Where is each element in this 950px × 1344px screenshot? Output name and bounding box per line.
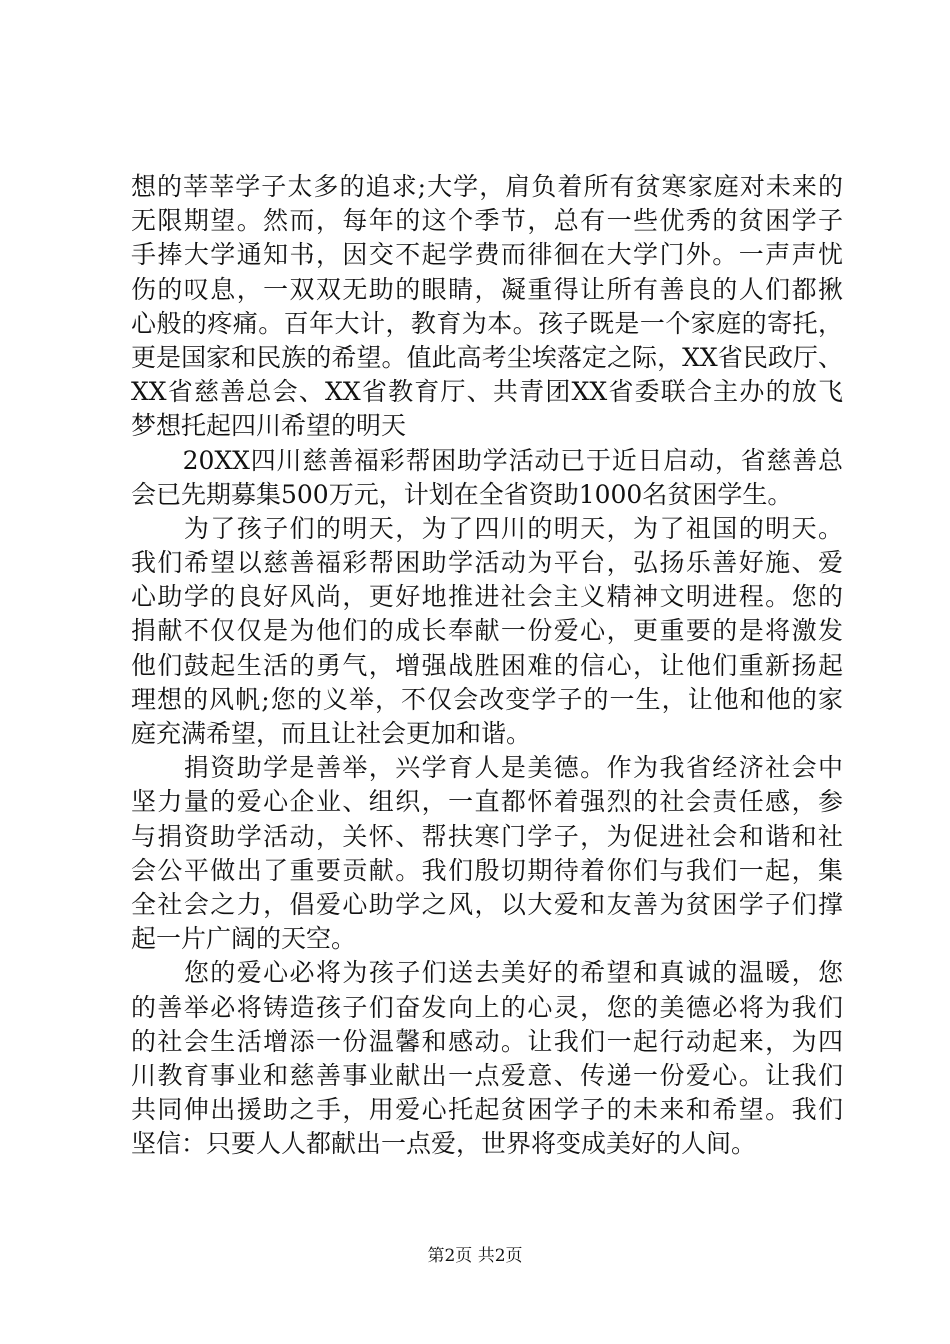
text-line: 会已先期募集500万元，计划在全省资助1000名贫困学生。 [131, 479, 793, 509]
text-line: 20XX四川慈善福彩帮困助学活动已于近日启动，省慈善总 [131, 445, 843, 475]
text-line: 庭充满希望，而且让社会更加和谐。 [131, 719, 532, 748]
text-line: 坚力量的爱心企业、组织，一直都怀着强烈的社会责任感，参 [131, 787, 843, 817]
text-line: 想的莘莘学子太多的追求;大学，肩负着所有贫寒家庭对未来的 [131, 172, 843, 201]
text-line: 捐资助学是善举，兴学育人是美德。作为我省经济社会中 [131, 753, 843, 783]
text-line: 的社会生活增添一份温馨和感动。让我们一起行动起来，为四 [131, 1026, 843, 1056]
text-line: 伤的叹息，一双双无助的眼睛，凝重得让所有善良的人们都揪 [131, 274, 843, 304]
text-line: 手捧大学通知书，因交不起学费而徘徊在大学门外。一声声忧 [131, 240, 843, 270]
text-line: 的善举必将铸造孩子们奋发向上的心灵，您的美德必将为我们 [131, 992, 843, 1022]
text-line: 与捐资助学活动，关怀、帮扶寒门学子，为促进社会和谐和社 [131, 821, 843, 851]
text-line: 理想的风帆;您的义举，不仅会改变学子的一生，让他和他的家 [131, 684, 843, 714]
text-line: 您的爱心必将为孩子们送去美好的希望和真诚的温暖，您 [131, 958, 843, 988]
text-line: 捐献不仅仅是为他们的成长奉献一份爱心，更重要的是将激发 [131, 616, 843, 646]
text-line: 会公平做出了重要贡献。我们殷切期待着你们与我们一起，集 [131, 855, 843, 885]
text-line: 我们希望以慈善福彩帮困助学活动为平台，弘扬乐善好施、爱 [131, 548, 843, 578]
text-line: 起一片广阔的天空。 [131, 924, 357, 954]
text-line: 全社会之力，倡爱心助学之风，以大爱和友善为贫困学子们撑 [131, 889, 843, 919]
text-line: 他们鼓起生活的勇气，增强战胜困难的信心，让他们重新扬起 [131, 650, 843, 680]
text-line: 心助学的良好风尚，更好地推进社会主义精神文明进程。您的 [131, 582, 843, 612]
text-line: 川教育事业和慈善事业献出一点爱意、传递一份爱心。让我们 [131, 1060, 843, 1090]
text-line: 更是国家和民族的希望。值此高考尘埃落定之际，XX省民政厅、 [131, 342, 843, 372]
text-line: 为了孩子们的明天，为了四川的明天，为了祖国的明天。 [131, 513, 843, 543]
text-line: XX省慈善总会、XX省教育厅、共青团XX省委联合主办的放飞 [131, 377, 843, 407]
text-line: 心般的疼痛。百年大计，教育为本。孩子既是一个家庭的寄托， [131, 308, 843, 338]
text-line: 共同伸出援助之手，用爱心托起贫困学子的未来和希望。我们 [131, 1095, 843, 1125]
document-body [131, 170, 843, 1161]
text-line: 梦想托起四川希望的明天 [131, 411, 407, 441]
page-footer: 第2页 共2页 [427, 1246, 523, 1266]
text-line: 坚信：只要人人都献出一点爱，世界将变成美好的人间。 [131, 1129, 757, 1159]
text-line: 无限期望。然而，每年的这个季节，总有一些优秀的贫困学子 [131, 206, 843, 236]
